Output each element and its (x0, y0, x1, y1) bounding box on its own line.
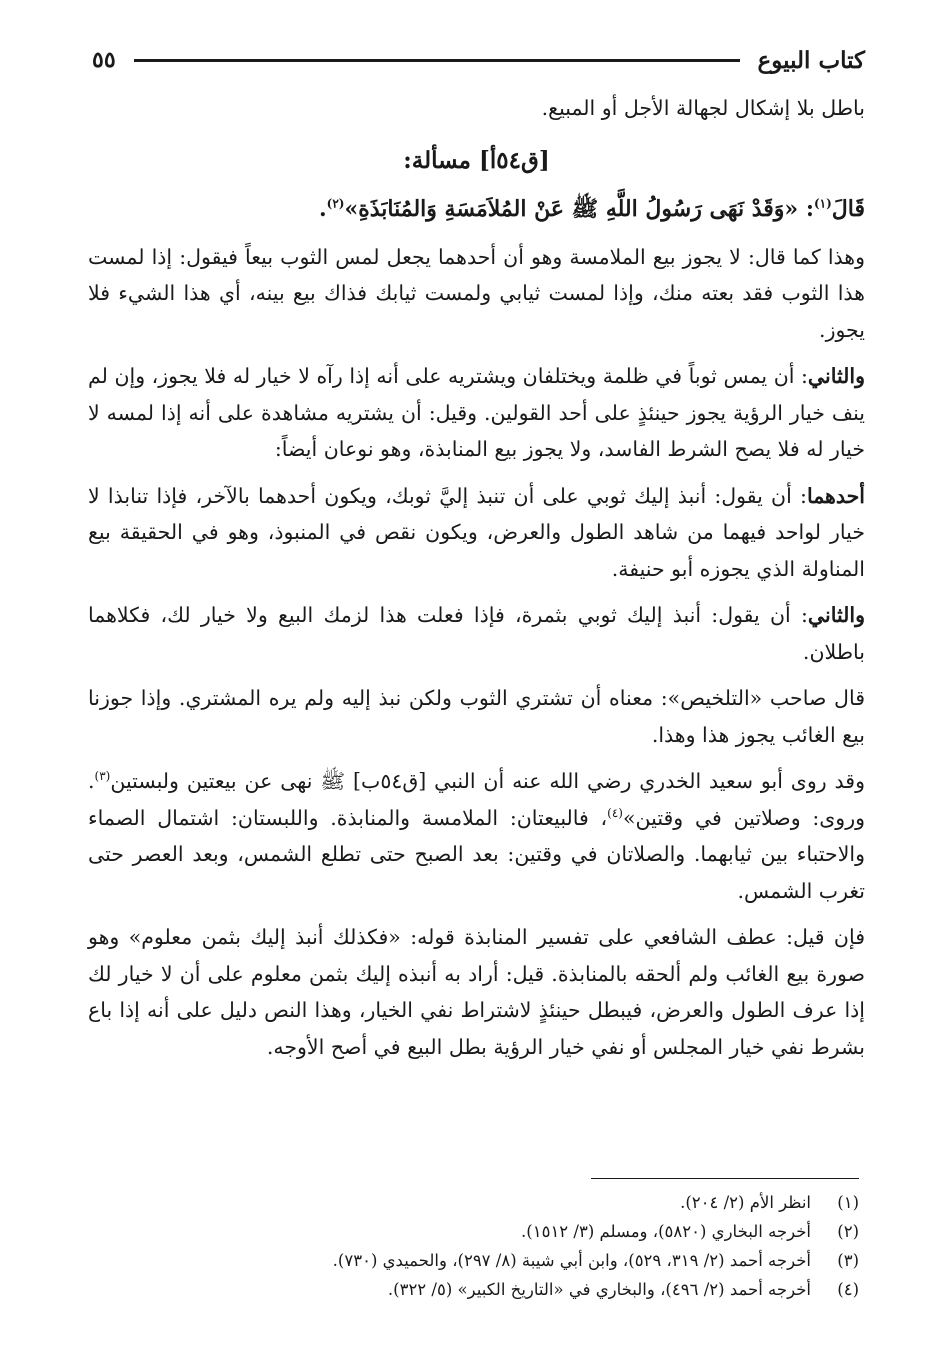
paragraph-5: قال صاحب «التلخيص»: معناه أن تشتري الثوب ولكن نبذ إليه ولم يره المشتري. وإذا جوزنا بيع الغائب يجوز هذا وهذا. (88, 686, 865, 747)
paragraph-3-text: : أن يقول: أنبذ إليك ثوبي على أن تنبذ إليَّ ثوبك، ويكون أحدهما بالآخر، فإذا تنابذا لا خيار لواحد فيهما من شاهد الطول والعرض، ويكون نقص في المنبوذ، وهو في الحقيقة بيع المناولة الذي يجوزه أبو حنيفة. (88, 483, 865, 581)
paragraph-2-lead: والثاني (807, 364, 865, 388)
footnote-item (120, 1275, 859, 1304)
paragraph-4-lead: والثاني (807, 603, 865, 627)
header-rule (134, 59, 740, 62)
running-header (92, 40, 865, 80)
paragraph-7: فإن قيل: عطف الشافعي على تفسير المنابذة قوله: «فكذلك أنبذ إليك بثمن معلوم» وهو صورة بيع الغائب ولم ألحقه بالمنابذة. قيل: أراد به أنبذه إليك بثمن معلوم على أن لا خيار لك إذا عرف الطول والعرض، فيبطل حينئذٍ لاشتراط نفي الخيار، وهذا النص دليل على أنه إذا باع بشرط نفي خيار المجلس أو نفي خيار الرؤية بطل البيع في أصح الأوجه. (88, 925, 865, 1059)
paragraph-4-text: : أن يقول: أنبذ إليك ثوبي بثمرة، فإذا فعلت هذا لزمك البيع ولا خيار لك، فكلاهما باطلان. (88, 603, 865, 664)
footnote-item (120, 1188, 859, 1217)
page-number: ٥٥ (92, 47, 116, 73)
quote-end: . (318, 195, 327, 222)
paragraph-2-text: : أن يمس ثوباً في ظلمة ويختلفان ويشتريه على أنه إذا رآه لا خيار له فلا يجوز، وإن لم ينف خيار الرؤية يجوز حينئذٍ على أحد القولين. وقيل: أن يشتريه مشاهدة على أنه إذا لمسه لا خيار له فلا يصح الشرط الفاسد، ولا يجوز بيع المنابذة، وهو نوعان أيضاً: (88, 364, 865, 461)
footnote-item (120, 1217, 859, 1246)
quote-prefix: قَالَ (831, 195, 865, 222)
footnote-text: أخرجه البخاري (٥٨٢٠)، ومسلم (٣/ ١٥١٢). (521, 1222, 811, 1241)
paragraph-6-a: وقد روى أبو سعيد الخدري رضي الله عنه أن النبي [ق٥٤ب] ﷺ نهى عن بيعتين ولبستين (110, 769, 866, 793)
matn-quote (88, 189, 865, 229)
chapter-title: كتاب البيوع (757, 46, 865, 74)
continuation-line: باطل بلا إشكال لجهالة الأجل أو المبيع. (541, 96, 865, 120)
main-text (88, 90, 865, 1065)
footnote-number: (٣) (837, 1251, 859, 1270)
paragraph-2 (88, 358, 865, 468)
footnote-text: أخرجه أحمد (٢/ ٣١٩، ٥٢٩)، وابن أبي شيبة (٨/ ٢٩٧)، والحميدي (٧٣٠). (332, 1251, 811, 1270)
footnote-text: انظر الأم (٢/ ٢٠٤). (680, 1193, 811, 1212)
footnote-ref-3[interactable]: (٣) (94, 769, 111, 784)
paragraph-4 (88, 597, 865, 670)
footnote-ref-1[interactable]: (١) (813, 196, 832, 211)
footnote-number: (٤) (837, 1280, 859, 1299)
footnote-number: (٢) (837, 1222, 859, 1241)
section-heading: [ق٥٤أ] مسألة: (403, 146, 550, 174)
paragraph-3 (88, 478, 865, 588)
footnote-ref-2[interactable]: (٢) (326, 196, 345, 211)
footnote-separator (591, 1178, 859, 1179)
paragraph-1: وهذا كما قال: لا يجوز بيع الملامسة وهو أن أحدهما يجعل لمس الثوب بيعاً فيقول: إذا لمست هذا الثوب فقد بعته منك، وإذا لمست ثيابي ولمست ثيابك فذاك بيع بينه، أي هذا الشيء فلا يجوز. (88, 244, 865, 342)
footnotes (120, 1188, 859, 1304)
paragraph-3-lead: أحدهما (806, 483, 865, 508)
footnote-ref-4[interactable]: (٤) (607, 805, 623, 820)
quote-text: : «وَقَدْ نَهَى رَسُولُ اللَّهِ ﷺ عَنْ المُلاَمَسَةِ وَالمُنَابَذَةِ» (344, 195, 814, 222)
paragraph-6-c: ، فالبيعتان: الملامسة والمنابذة. واللبستان: اشتمال الصماء والاحتباء بين ثيابهما. والصلاتان في وقتين: بعد الصبح حتى تطلع الشمس، وبعد العصر حتى تغرب الشمس. (88, 805, 865, 903)
paragraph-6-b: . وروى: وصلاتين في وقتين» (88, 769, 866, 830)
paragraph-6 (88, 763, 865, 909)
footnote-number: (١) (837, 1193, 859, 1212)
footnote-text: أخرجه أحمد (٢/ ٤٩٦)، والبخاري في «التاريخ الكبير» (٥/ ٣٢٢). (387, 1280, 811, 1299)
footnote-item (120, 1246, 859, 1275)
